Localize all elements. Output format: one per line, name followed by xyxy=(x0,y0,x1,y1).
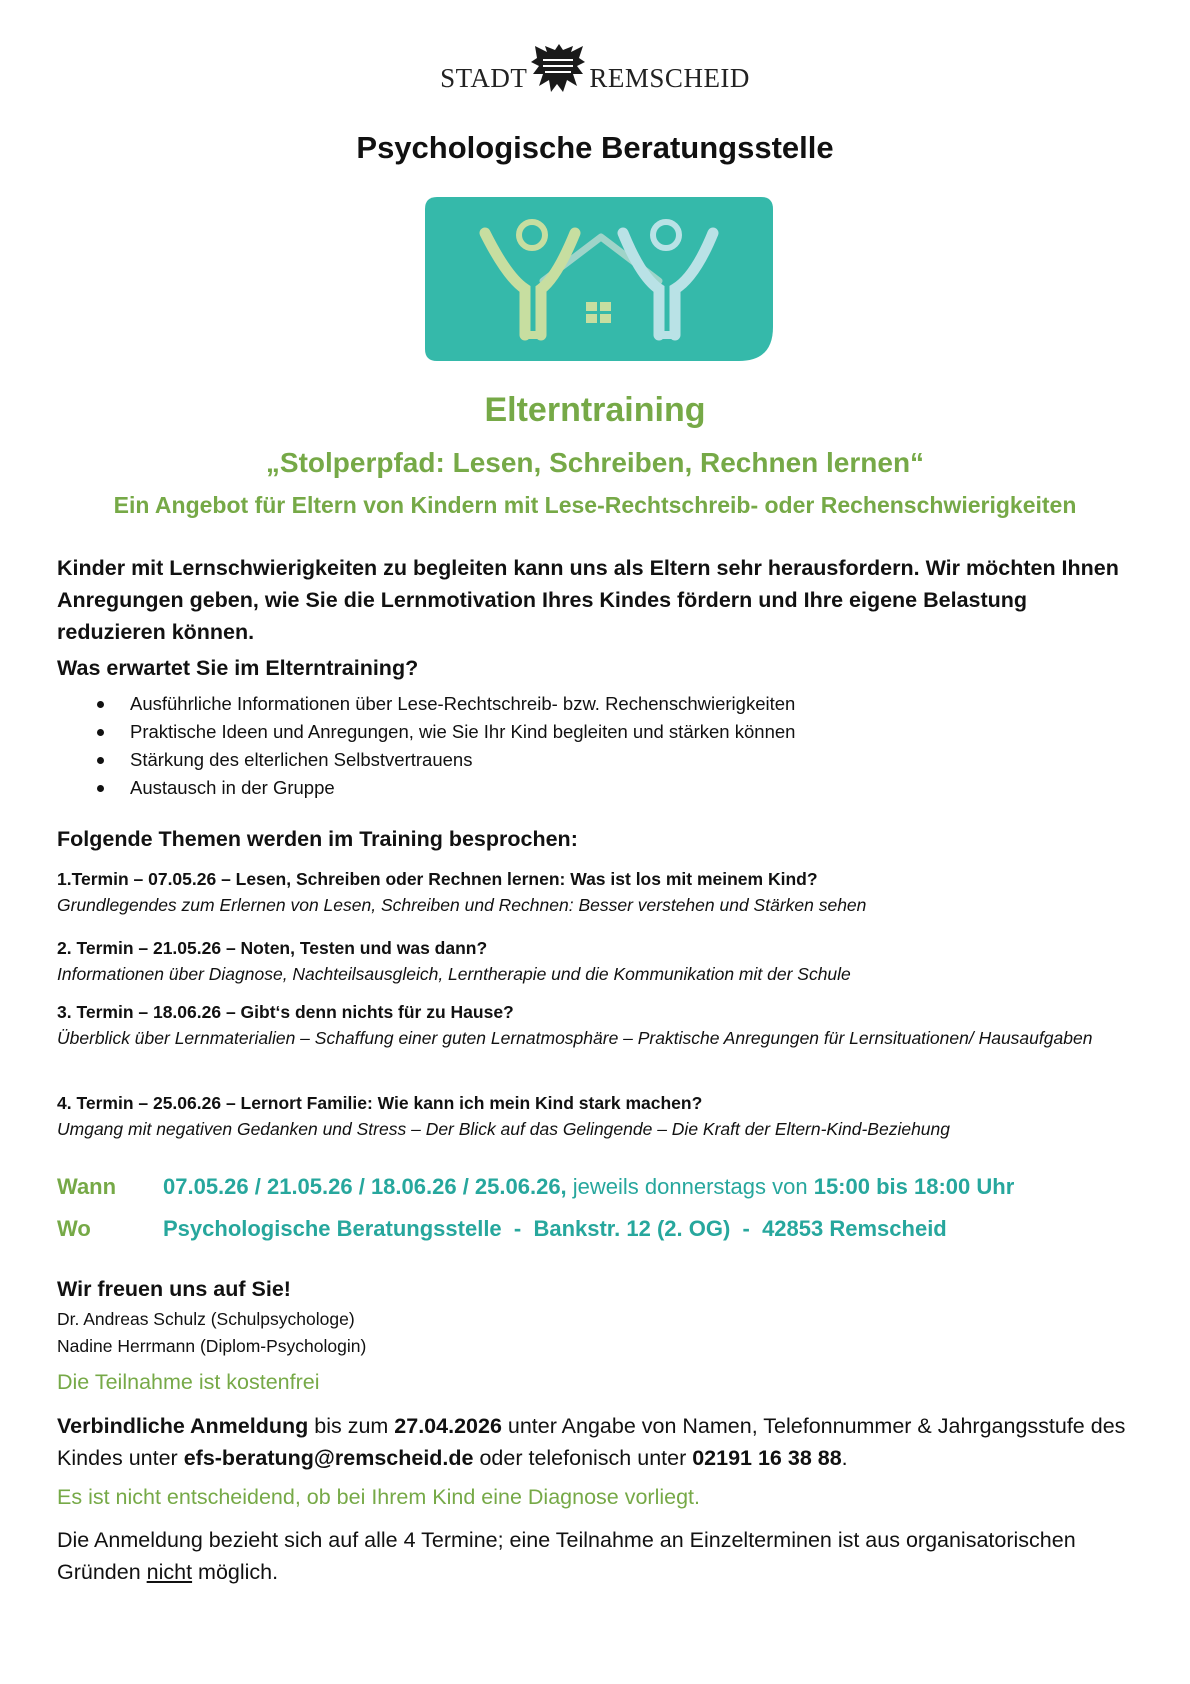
registration-label: Verbindliche Anmeldung xyxy=(57,1414,309,1438)
where-label: Wo xyxy=(57,1216,91,1241)
registration-text-part: oder telefonisch unter xyxy=(473,1446,693,1470)
final-note-emphasis: nicht xyxy=(146,1560,193,1584)
list-item: Stärkung des elterlichen Selbstvertrauens xyxy=(57,746,795,774)
where-value: Psychologische Beratungsstelle - Bankstr. 12 (2. OG) - 42853 Remscheid xyxy=(163,1216,947,1241)
flyer-subtitle: „Stolperpfad: Lesen, Schreiben, Rechnen lernen“ xyxy=(265,447,925,478)
session-title: 1.Termin – 07.05.26 – Lesen, Schreiben oder Rechnen lernen: Was ist los mit meinem Kind? xyxy=(57,869,818,889)
when-value xyxy=(163,1174,1014,1200)
staff-list xyxy=(57,1306,366,1360)
list-item: Ausführliche Informationen über Lese-Rechtschreib- bzw. Rechenschwierigkeiten xyxy=(57,690,795,718)
staff-member: Nadine Herrmann (Diplom-Psychologin) xyxy=(57,1336,367,1356)
free-participation-note: Die Teilnahme ist kostenfrei xyxy=(57,1370,320,1394)
flyer-tagline: Ein Angebot für Eltern von Kindern mit Lese-Rechtschreib- oder Rechenschwierigkeiten xyxy=(113,492,1077,518)
list-item: Praktische Ideen und Anregungen, wie Sie Ihr Kind begleiten und stärken können xyxy=(57,718,795,746)
intro-text: Kinder mit Lernschwierigkeiten zu begleiten kann uns als Eltern sehr herausfordern. Wir möchten Ihnen Anregungen geben, wie Sie die Lernmotivation Ihres Kindes fördern und Ihre eigene Belastung reduzieren können. xyxy=(57,556,1119,644)
when-weekday: jeweils donnerstags von xyxy=(566,1174,814,1199)
topics-heading: Folgende Themen werden im Training besprochen: xyxy=(57,827,578,851)
session-title: 2. Termin – 21.05.26 – Noten, Testen und was dann? xyxy=(57,938,488,958)
coat-of-arms-icon xyxy=(529,44,587,94)
registration-text-part: unter Angabe von Namen, Telefonnummer & Jahrgangsstufe des Kindes unter xyxy=(57,1414,1126,1470)
staff-member: Dr. Andreas Schulz (Schulpsychologe) xyxy=(57,1309,355,1329)
thanks-heading: Wir freuen uns auf Sie! xyxy=(57,1277,291,1301)
final-note xyxy=(57,1524,1147,1588)
diagnosis-note: Es ist nicht entscheidend, ob bei Ihrem Kind eine Diagnose vorliegt. xyxy=(57,1485,700,1509)
session-1 xyxy=(57,866,1147,918)
session-description: Grundlegendes zum Erlernen von Lesen, Schreiben und Rechnen: Besser verstehen und Stärken sehen xyxy=(57,895,867,915)
session-title: 3. Termin – 18.06.26 – Gibt‘s denn nichts für zu Hause? xyxy=(57,1002,514,1022)
registration-text-part: bis zum xyxy=(308,1414,395,1438)
final-note-text: möglich. xyxy=(192,1560,279,1584)
office-title: Psychologische Beratungsstelle xyxy=(356,130,834,165)
brand-left-text: STADT xyxy=(440,63,528,93)
registration-text-part: . xyxy=(841,1446,848,1470)
expect-heading: Was erwartet Sie im Elterntraining? xyxy=(57,656,419,680)
brand-right-text: REMSCHEID xyxy=(589,63,750,93)
session-description: Überblick über Lernmaterialien – Schaffung einer guten Lernatmosphäre – Praktische Anregungen für Lernsituationen/ Hausaufgaben xyxy=(57,1028,1093,1048)
session-4 xyxy=(57,1090,1147,1142)
registration-email-link[interactable]: efs-beratung@remscheid.de xyxy=(183,1446,474,1470)
session-description: Informationen über Diagnose, Nachteilsausgleich, Lerntherapie und die Kommunikation mit der Schule xyxy=(57,964,851,984)
expect-list xyxy=(57,690,795,802)
when-time: 15:00 bis 18:00 Uhr xyxy=(813,1174,1015,1199)
final-note-text: Die Anmeldung bezieht sich auf alle 4 Termine; eine Teilnahme an Einzelterminen ist aus organisatorischen Gründen xyxy=(57,1528,1076,1584)
city-brand xyxy=(0,44,1190,94)
flyer-title: Elterntraining xyxy=(484,391,706,429)
when-dates: 07.05.26 / 21.05.26 / 18.06.26 / 25.06.26, xyxy=(163,1174,567,1199)
registration-text xyxy=(57,1410,1147,1474)
session-description: Umgang mit negativen Gedanken und Stress – Der Blick auf das Gelingende – Die Kraft der Eltern-Kind-Beziehung xyxy=(57,1119,950,1139)
registration-deadline: 27.04.2026 xyxy=(394,1414,502,1438)
session-3 xyxy=(57,999,1147,1051)
when-label: Wann xyxy=(57,1174,117,1199)
list-item: Austausch in der Gruppe xyxy=(57,774,795,802)
registration-phone[interactable]: 02191 16 38 88 xyxy=(692,1446,842,1470)
session-title: 4. Termin – 25.06.26 – Lernort Familie: Wie kann ich mein Kind stark machen? xyxy=(57,1093,703,1113)
family-house-logo-icon xyxy=(425,197,773,366)
session-2 xyxy=(57,935,1147,987)
